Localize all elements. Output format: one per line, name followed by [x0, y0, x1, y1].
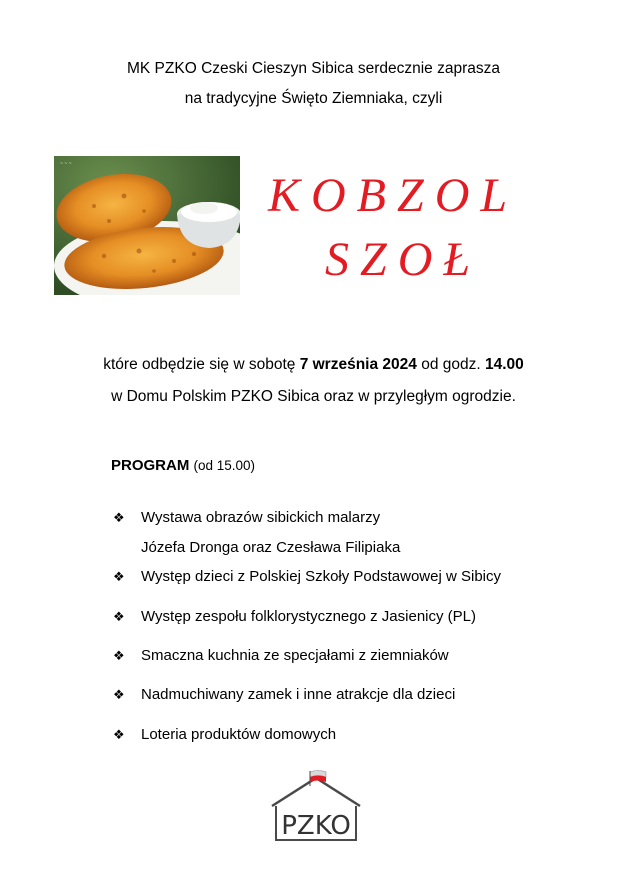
- svg-text:~ ~ ~: ~ ~ ~: [60, 161, 72, 167]
- intro-line-2: na tradycyjne Święto Ziemniaka, czyli: [184, 90, 443, 107]
- intro-line-1: MK PZKO Czeski Cieszyn Sibica serdecznie zaprasza: [127, 60, 500, 77]
- program-item-text: Występ zespołu folklorystycznego z Jasienicy (PL): [141, 608, 476, 625]
- program-heading: [111, 457, 255, 474]
- bullet-diamond-icon: ❖: [113, 687, 125, 702]
- program-item-text: Loteria produktów domowych: [141, 726, 337, 743]
- potato-pancakes-photo: [54, 156, 240, 295]
- time-prefix: od godz.: [416, 356, 485, 373]
- program-item: [113, 647, 449, 664]
- program-item-continuation: Józefa Dronga oraz Czesława Filipiaka: [141, 539, 401, 556]
- event-title-line-1: KOBZOL: [268, 169, 519, 222]
- program-item: [113, 726, 336, 743]
- program-item: [113, 568, 501, 585]
- event-date: 7 września 2024: [299, 356, 417, 373]
- bullet-diamond-icon: ❖: [113, 727, 125, 742]
- program-item-text: Nadmuchiwany zamek i inne atrakcje dla dzieci: [141, 686, 456, 703]
- program-item: [113, 608, 476, 625]
- program-title: PROGRAM: [111, 457, 190, 474]
- program-item: [113, 509, 380, 526]
- program-start-time: (od 15.00): [193, 458, 256, 473]
- pzko-house-flag-logo: [266, 768, 366, 848]
- bullet-diamond-icon: ❖: [113, 648, 125, 663]
- bullet-diamond-icon: ❖: [113, 569, 125, 584]
- bullet-diamond-icon: ❖: [113, 510, 125, 525]
- program-item: [113, 686, 455, 703]
- program-item-text: Występ dzieci z Polskiej Szkoły Podstawowej w Sibicy: [141, 568, 501, 585]
- event-title-line-2: SZOŁ: [325, 233, 482, 286]
- program-item-text: Smaczna kuchnia ze specjałami z ziemniaków: [141, 647, 449, 664]
- event-time: 14.00: [484, 356, 524, 373]
- program-item-text: Wystawa obrazów sibickich malarzy: [141, 509, 381, 526]
- date-prefix: które odbędzie się w sobotę: [103, 356, 300, 373]
- event-location-line: w Domu Polskim PZKO Sibica oraz w przyległym ogrodzie.: [111, 388, 516, 405]
- logo-text: PZKO: [281, 811, 351, 841]
- event-date-line: [0, 356, 627, 374]
- bullet-diamond-icon: ❖: [113, 609, 125, 624]
